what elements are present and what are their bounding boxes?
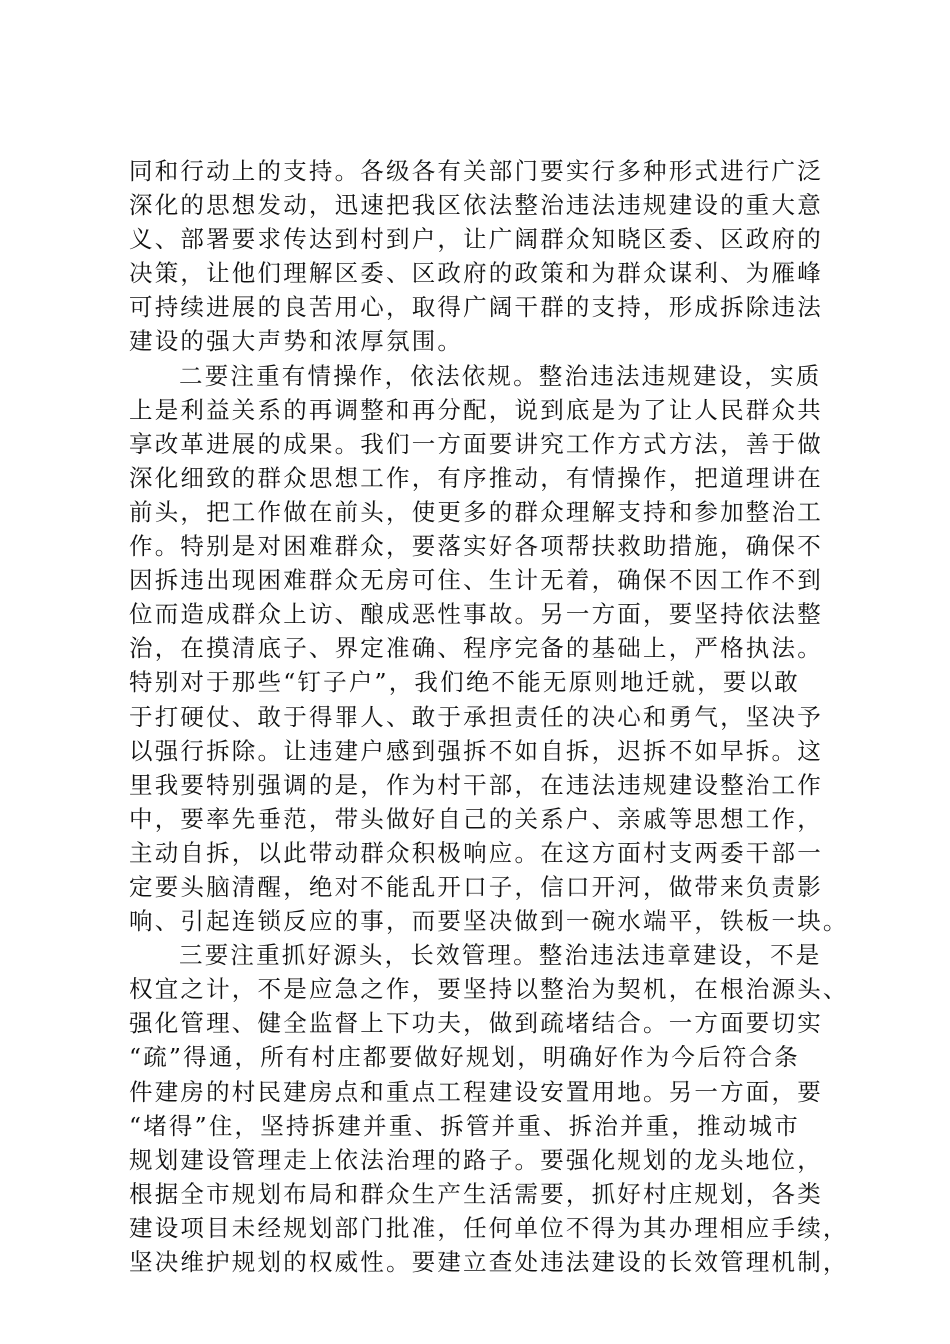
text-line: 可持续进展的良苦用心，取得广阔干群的支持，形成拆除违法: [129, 293, 823, 322]
text-line: 件建房的村民建房点和重点工程建设安置用地。另一方面，要: [129, 1077, 823, 1106]
text-line: 深化的思想发动，迅速把我区依法整治违法违规建设的重大意: [129, 191, 823, 220]
text-line: 决策，让他们理解区委、区政府的政策和为群众谋利、为雁峰: [129, 259, 823, 288]
text-line: 于打硬仗、敢于得罪人、敢于承担责任的决心和勇气，坚决予: [129, 702, 823, 731]
paragraph-first-line: 二要注重有情操作，依法依规。整治违法违规建设，实质: [179, 361, 822, 390]
text-line: 权宜之计，不是应急之作，要坚持以整治为契机，在根治源头、: [129, 975, 849, 1004]
text-line: “堵得”住，坚持拆建并重、拆管并重、拆治并重，推动城市: [129, 1111, 800, 1140]
paragraph-first-line: 三要注重抓好源头，长效管理。整治违法违章建设，不是: [179, 941, 822, 970]
text-line: 主动自拆，以此带动群众积极响应。在这方面村支两委干部一: [129, 838, 823, 867]
text-line: 以强行拆除。让违建户感到强拆不如自拆，迟拆不如早拆。这: [129, 736, 823, 765]
text-line: 建设的强大声势和浓厚氛围。: [129, 327, 464, 356]
text-line: 特别对于那些“钉子户”，我们绝不能无原则地迁就，要以敢: [129, 668, 800, 697]
text-line: 享改革进展的成果。我们一方面要讲究工作方式方法，善于做: [129, 429, 823, 458]
text-line: “疏”得通，所有村庄都要做好规划，明确好作为今后符合条: [129, 1043, 800, 1072]
text-line: 作。特别是对困难群众，要落实好各项帮扶救助措施，确保不: [129, 532, 823, 561]
text-line: 响、引起连锁反应的事，而要坚决做到一碗水端平，铁板一块。: [129, 907, 849, 936]
text-line: 中，要率先垂范，带头做好自己的关系户、亲戚等思想工作，: [129, 804, 823, 833]
text-line: 前头，把工作做在前头，使更多的群众理解支持和参加整治工: [129, 497, 823, 526]
text-line: 同和行动上的支持。各级各有关部门要实行多种形式进行广泛: [129, 157, 823, 185]
text-line: 上是利益关系的再调整和再分配，说到底是为了让人民群众共: [129, 395, 823, 424]
document-body-text: [129, 154, 849, 1279]
text-line: 定要头脑清醒，绝对不能乱开口子，信口开河，做带来负责影: [129, 872, 823, 901]
text-line: 强化管理、健全监督上下功夫，做到疏堵结合。一方面要切实: [129, 1009, 823, 1038]
text-line: 义、部署要求传达到村到户，让广阔群众知晓区委、区政府的: [129, 225, 823, 254]
text-line: 规划建设管理走上依法治理的路子。要强化规划的龙头地位，: [129, 1145, 823, 1174]
text-line: 位而造成群众上访、酿成恶性事故。另一方面，要坚持依法整: [129, 600, 823, 629]
text-line: 里我要特别强调的是，作为村干部，在违法违规建设整治工作: [129, 770, 823, 799]
text-line: 因拆违出现困难群众无房可住、生计无着，确保不因工作不到: [129, 566, 823, 595]
text-line: 坚决维护规划的权威性。要建立查处违法建设的长效管理机制，: [129, 1248, 849, 1276]
text-line: 深化细致的群众思想工作，有序推动，有情操作，把道理讲在: [129, 463, 823, 492]
text-line: 建设项目未经规划部门批准，任何单位不得为其办理相应手续，: [129, 1213, 849, 1242]
text-line: 根据全市规划布局和群众生产生活需要，抓好村庄规划，各类: [129, 1179, 823, 1208]
text-line: 治，在摸清底子、界定准确、程序完备的基础上，严格执法。: [129, 634, 823, 663]
